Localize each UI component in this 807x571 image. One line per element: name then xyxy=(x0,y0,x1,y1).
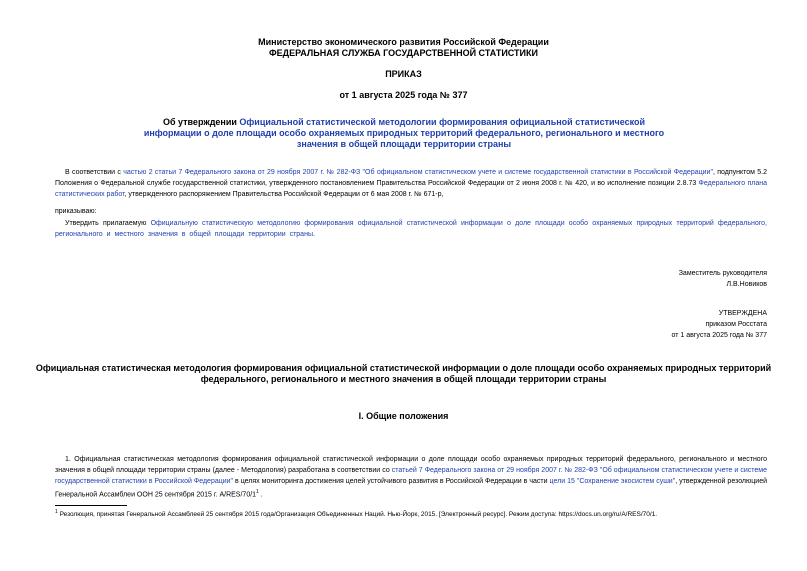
goal15-link[interactable]: цели 15 "Сохранение экосистем суши" xyxy=(549,478,676,485)
article7-link[interactable]: статьей 7 Федерального закона от 29 ноября 2007 г. № 282-ФЗ "Об официальном статистическом учете и системе государственной статистики в Российской Федерации" xyxy=(55,467,767,485)
approval-title-prefix: Об утверждении xyxy=(162,117,240,127)
order-text-1: Утвердить прилагаемую xyxy=(65,220,151,227)
signature-name: Л.В.Новиков xyxy=(726,281,767,288)
order-text-2: . xyxy=(312,231,315,238)
federal-law-link[interactable]: частью 2 статьи 7 Федерального закона от 29 ноября 2007 г. № 282-ФЗ "Об официальном статистическом учете и системе государственной статистики в Российской Федерации" xyxy=(123,169,713,176)
methodology-link[interactable]: Официальной статистической методологии формирования официальной статистической информации о доле площади особо охраняемых природных территорий федерального, регионального и местного значения в общей площади территории страны xyxy=(143,117,665,149)
para1-text-2: в целях мониторинга достижения целей устойчивого развития в Российской Федерации в части xyxy=(233,478,550,485)
para1-text-4: . xyxy=(258,491,263,499)
preamble-text-3: , утвержденного распоряжением Правительства Российской Федерации от 6 мая 2008 г. № 671-р, xyxy=(124,191,444,198)
methodology-approve-link[interactable]: Официальную статистическую методологию формирования официальной статистической информации о доле площади особо охраняемых природных территорий федерального, регионального и местного значения в общей площади территории страны xyxy=(55,220,767,238)
approved-date: от 1 августа 2025 года № 377 xyxy=(671,332,767,339)
section-title: I. Общие положения xyxy=(358,411,449,421)
preamble-paragraph xyxy=(55,167,767,200)
preamble-text-1: В соответствии с xyxy=(65,169,124,176)
footnote-text: Резолюция, принятая Генеральной Ассамблеей 25 сентября 2015 года/Организация Объединенных Наций. Нью-Йорк, 2015. [Электронный ресурс]. Режим доступа: https://docs.un.org/ru/A/RES/70/1. xyxy=(57,511,658,519)
footnote xyxy=(55,507,767,520)
footnote-mark: 1 xyxy=(55,509,58,515)
service-name: ФЕДЕРАЛЬНАЯ СЛУЖБА ГОСУДАРСТВЕННОЙ СТАТИСТИКИ xyxy=(269,48,538,58)
footnote-ref[interactable]: 1 xyxy=(256,489,259,495)
footnote-divider xyxy=(55,505,127,506)
approved-word: УТВЕРЖДЕНА xyxy=(718,310,767,317)
order-label: приказываю: xyxy=(55,208,97,215)
doc-date-number: от 1 августа 2025 года № 377 xyxy=(339,90,468,100)
ministry-name: Министерство экономического развития Российской Федерации xyxy=(258,37,549,47)
para1-text-1: 1. Официальная статистическая методология формирования официальной статистической информации о доле площади особо охраняемых природных территорий федерального, регионального и местного значения в общей площади территории страны (далее - Методология) разработана в соответствии со xyxy=(55,456,767,474)
approved-by: приказом Росстата xyxy=(705,321,767,328)
doc-type: ПРИКАЗ xyxy=(385,69,422,79)
stat-plan-link[interactable]: Федерального плана статистических работ xyxy=(55,180,767,198)
para1-text-3: , утвержденной резолюцией Генеральной Ассамблеи ООН 25 сентября 2015 г. A/RES/70/1 xyxy=(55,478,767,499)
methodology-title: Официальная статистическая методология формирования официальной статистической информации о доле площади особо охраняемых природных территорий федерального, регионального и местного значения в общей площади территории страны xyxy=(35,363,772,384)
preamble-text-2: , подпунктом 5.2 Положения о Федеральной службе государственной статистики, утвержденного постановлением Правительства Российской Федерации от 2 июня 2008 г. № 420, и во исполнение позиции 2.8.73 xyxy=(55,169,768,187)
signature-position: Заместитель руководителя xyxy=(678,270,767,277)
approval-title xyxy=(140,117,668,150)
order-paragraph xyxy=(55,218,767,240)
paragraph-1 xyxy=(55,454,767,500)
